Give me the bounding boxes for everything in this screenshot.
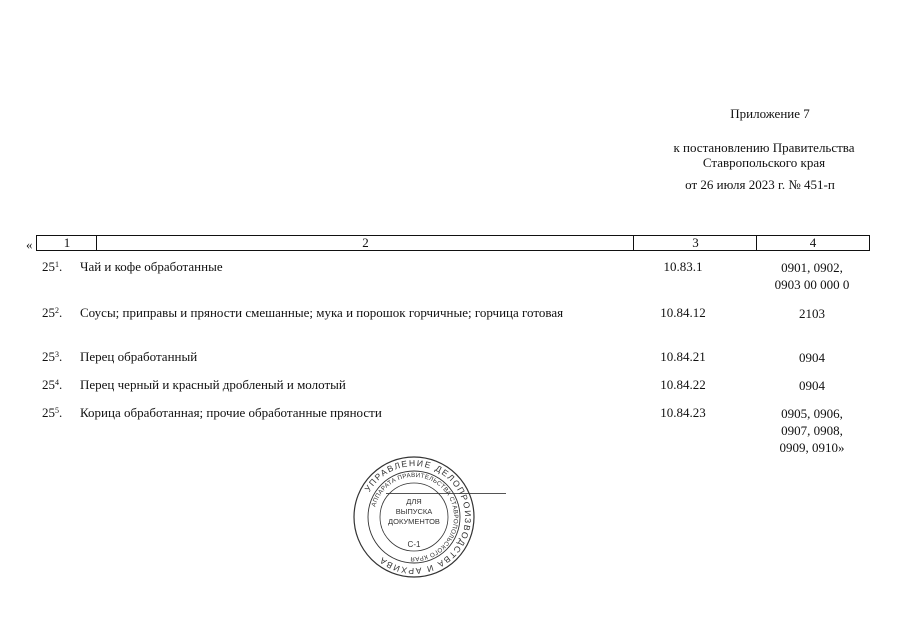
column-header-2: 2 [362,235,369,250]
stamp-center-line-3: ДОКУМЕНТОВ [388,517,440,526]
column-header-3: 3 [692,235,699,250]
row-number: $25^3$. [42,349,63,364]
row-okpd-code: 10.83.1 [663,259,703,274]
row-tn-codes: 0904 [799,350,825,365]
reference-line-1: к постановлению Правительства [673,140,855,155]
row-number: $25^2$. [42,305,63,320]
row-tn-codes: 0904 [799,378,825,393]
row-name: Соусы; приправы и пряности смешанные; мука и порошок горчичные; горчица готовая [80,305,564,320]
appendix-date: от 26 июля 2023 г. № 451-п [685,177,835,192]
row-tn-codes: 0905, 0906, 0907, 0908, 0909, 0910» [779,406,845,455]
row-okpd-code: 10.84.22 [660,377,706,392]
official-stamp [352,455,476,579]
row-okpd-code: 10.84.12 [660,305,706,320]
row-name: Чай и кофе обработанные [80,259,223,274]
row-tn-codes: 2103 [799,306,825,321]
row-number: $25^1$. [42,259,63,274]
stamp-center-line-2: ВЫПУСКА [395,507,433,516]
reference-line-2: Ставропольского края [702,155,826,170]
stamp-inner-text: АППАРАТА ПРАВИТЕЛЬСТВА СТАВРОПОЛЬСКОГО КРАЯ [370,471,460,563]
stamp-center-line-1: ДЛЯ [406,497,422,506]
stamp-code: С-1 [407,540,421,549]
row-name: Перец обработанный [80,349,198,364]
stamp-outer-text: УПРАВЛЕНИЕ ДЕЛОПРОИЗВОДСТВА И АРХИВА [362,457,474,577]
column-header-1: 1 [63,235,71,250]
row-number: $25^5$. [42,405,63,420]
appendix-title: Приложение 7 [730,106,810,121]
column-header-4: 4 [809,235,817,250]
row-okpd-code: 10.84.23 [660,405,706,420]
row-name: Корица обработанная; прочие обработанные пряности [80,405,382,420]
appendix-reference [646,140,882,170]
table-open-quote: « [26,237,33,252]
row-okpd-code: 10.84.21 [660,349,706,364]
table-header-row [36,235,870,251]
row-tn-codes: 0901, 0902, 0903 00 000 0 [774,260,850,292]
row-name: Перец черный и красный дробленый и молотый [80,377,346,392]
row-number: $25^4$. [42,377,63,392]
